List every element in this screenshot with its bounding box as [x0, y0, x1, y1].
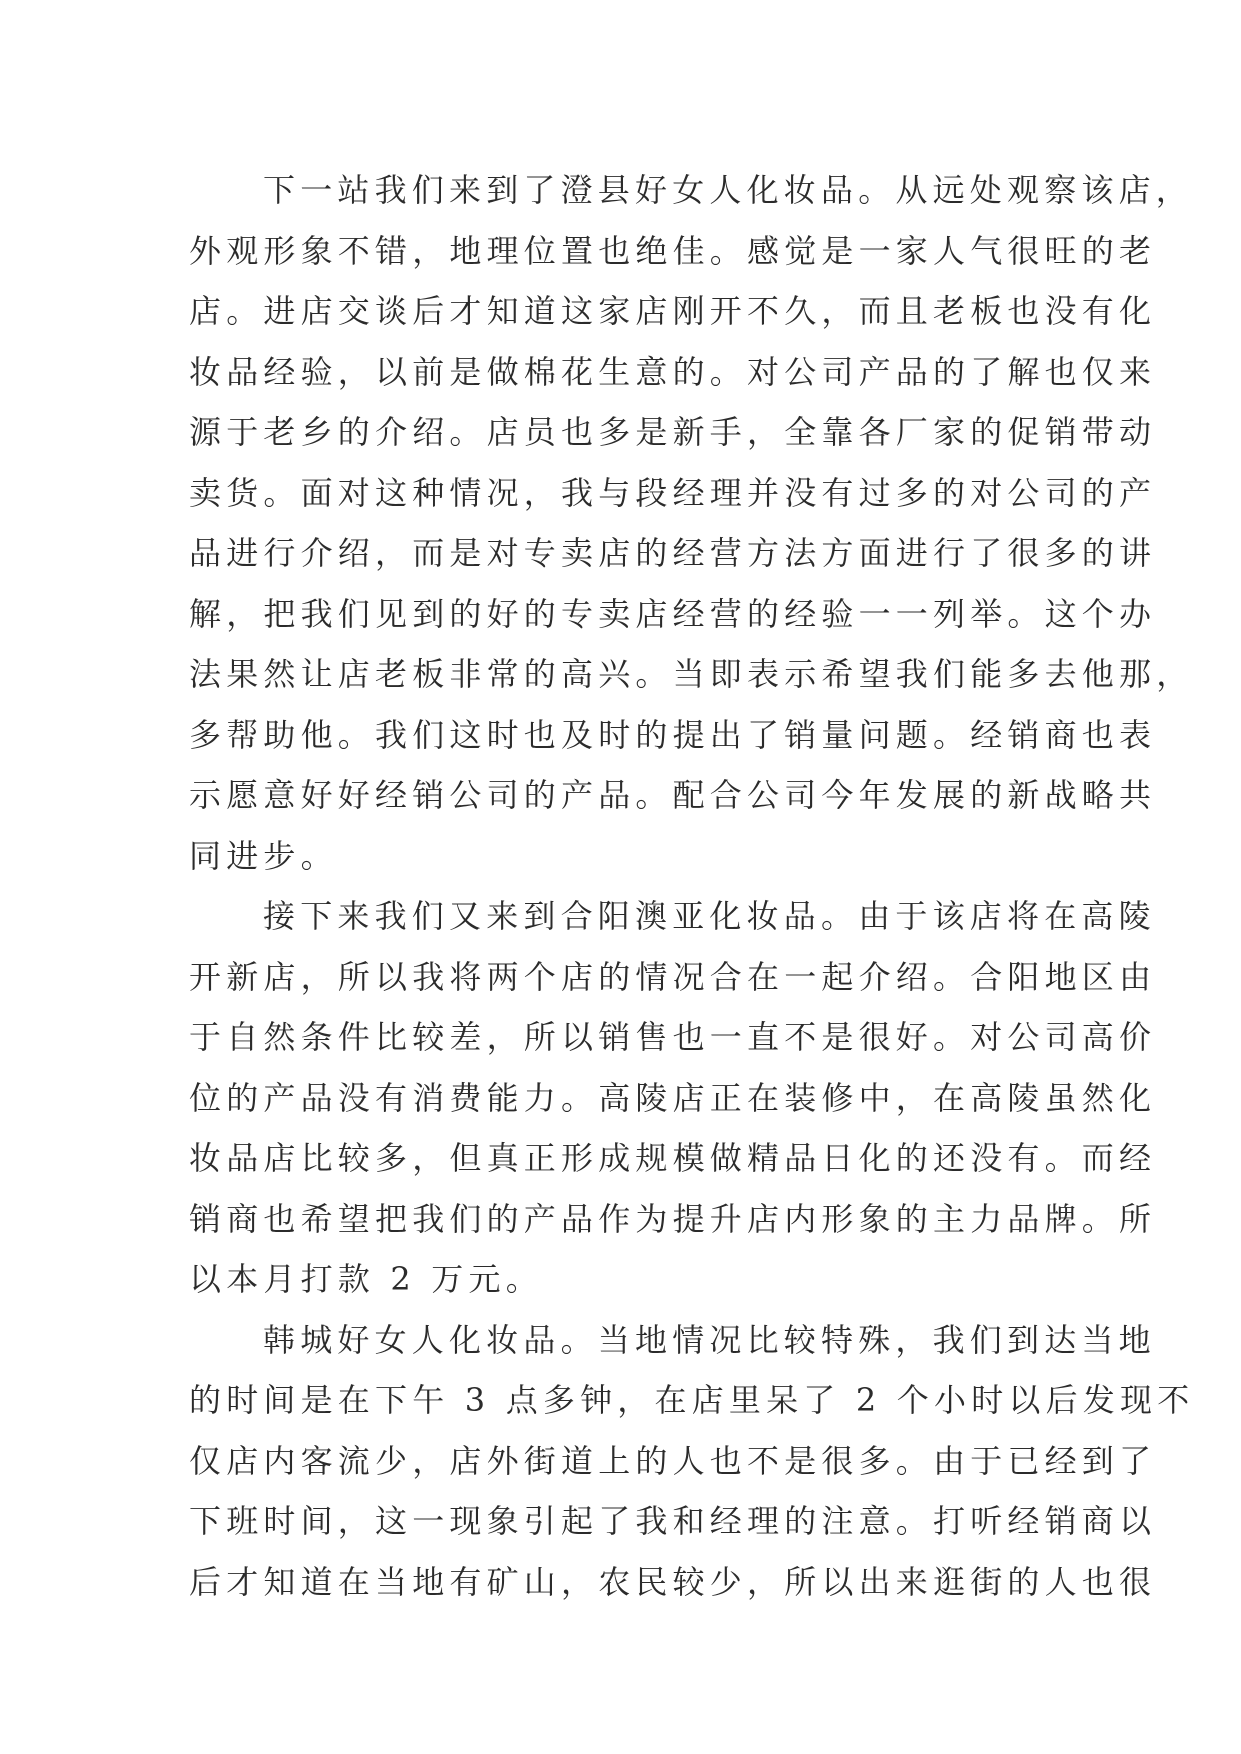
text-line: 接下来我们又来到合阳澳亚化妆品。由于该店将在高陵 — [263, 897, 1156, 935]
text-line: 品进行介绍，而是对专卖店的经营方法方面进行了很多的讲 — [189, 534, 1157, 572]
text-line: 位的产品没有消费能力。高陵店正在装修中，在高陵虽然化 — [189, 1078, 1157, 1117]
text-line: 店。进店交谈后才知道这家店刚开不久，而且老板也没有化 — [189, 292, 1157, 330]
text-line: 示愿意好好经销公司的产品。配合公司今年发展的新战略共 — [189, 776, 1157, 814]
body-text — [189, 160, 1195, 1612]
text-line: 下班时间，这一现象引起了我和经理的注意。打听经销商以 — [189, 1502, 1157, 1540]
paragraph-3 — [189, 1310, 1195, 1613]
text-line: 妆品店比较多，但真正形成规模做精品日化的还没有。而经 — [189, 1139, 1157, 1177]
text-line: 于自然条件比较差，所以销售也一直不是很好。对公司高价 — [189, 1018, 1157, 1056]
text-line: 的时间是在下午 3 点多钟，在店里呆了 2 个小时以后发现不 — [189, 1381, 1195, 1419]
text-line: 源于老乡的介绍。店员也多是新手，全靠各厂家的促销带动 — [189, 413, 1157, 451]
text-line: 同进步。 — [189, 836, 338, 875]
text-line: 解，把我们见到的好的专卖店经营的经验一一列举。这个办 — [189, 594, 1157, 633]
text-line: 下一站我们来到了澄县好女人化妆品。从远处观察该店， — [263, 171, 1194, 209]
text-line: 韩城好女人化妆品。当地情况比较特殊，我们到达当地 — [263, 1320, 1156, 1359]
text-line: 妆品经验，以前是做棉花生意的。对公司产品的了解也仅来 — [189, 352, 1157, 391]
text-line: 以本月打款 2 万元。 — [189, 1260, 543, 1298]
text-line: 多帮助他。我们这时也及时的提出了销量问题。经销商也表 — [189, 715, 1157, 754]
text-line: 外观形象不错，地理位置也绝佳。感觉是一家人气很旺的老 — [189, 231, 1157, 270]
text-line: 法果然让店老板非常的高兴。当即表示希望我们能多去他那， — [189, 655, 1194, 693]
text-line: 后才知道在当地有矿山，农民较少，所以出来逛街的人也很 — [189, 1562, 1157, 1601]
text-line: 销商也希望把我们的产品作为提升店内形象的主力品牌。所 — [189, 1199, 1157, 1238]
text-line: 仅店内客流少，店外街道上的人也不是很多。由于已经到了 — [189, 1441, 1157, 1480]
paragraph-2 — [189, 886, 1157, 1310]
paragraph-1 — [189, 160, 1194, 886]
text-line: 开新店，所以我将两个店的情况合在一起介绍。合阳地区由 — [189, 957, 1157, 996]
text-line: 卖货。面对这种情况，我与段经理并没有过多的对公司的产 — [189, 473, 1157, 512]
